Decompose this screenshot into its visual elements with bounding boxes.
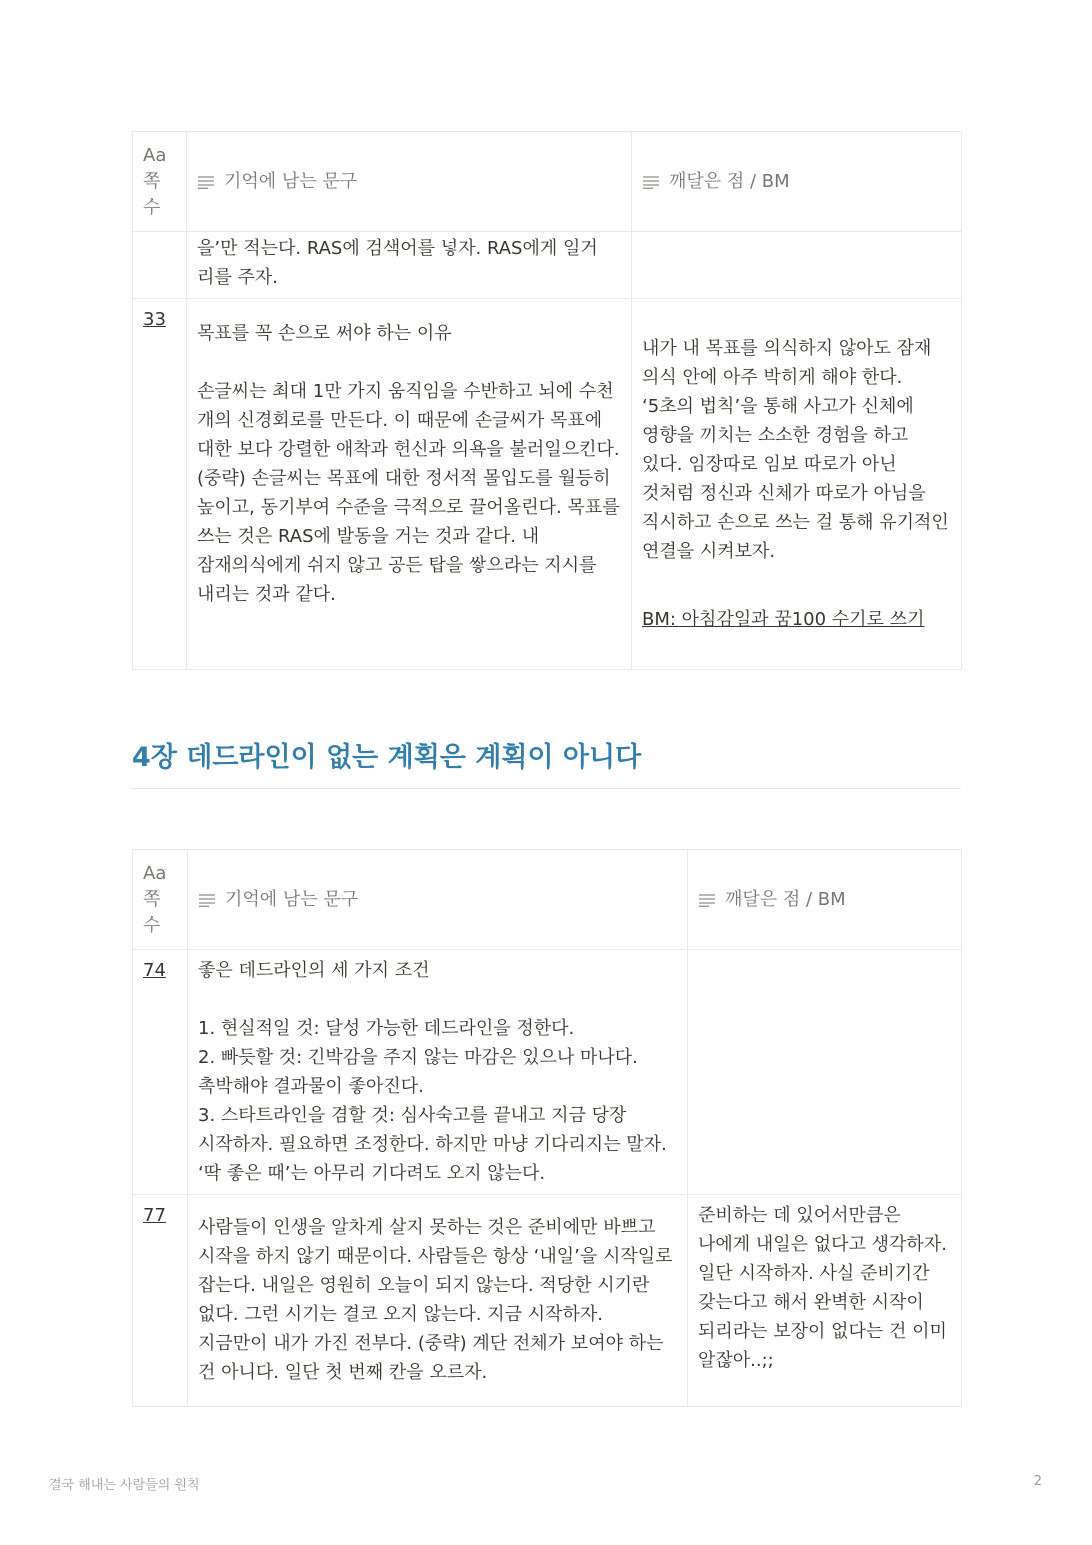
page-number-cell[interactable] [133, 299, 187, 670]
quote-cell[interactable]: 사람들이 인생을 알차게 살지 못하는 것은 준비에만 바쁘고 시작을 하지 않기 때문이다. 사람들은 항상 ‘내일’을 시작일로 잡는다. 내일은 영원히 오늘이 되지 않는다. 적당한 시기란 없다. 그런 시기는 결코 오지 않는다. 지금 시작하자. 지금만이 내가 가진 전부다. (중략) 계단 전체가 보여야 하는 건 아니다. 일단 첫 번째 칸을 오르자. [188, 1195, 688, 1407]
table-header-row [133, 850, 962, 950]
quote-column-label: 기억에 남는 문구 [225, 889, 359, 910]
page-number-link[interactable]: 33 [143, 309, 166, 330]
quote-cell[interactable]: 좋은 데드라인의 세 가지 조건 1. 현실적일 것: 달성 가능한 데드라인을 정한다. 2. 빠듯할 것: 긴박감을 주지 않는 마감은 있으나 마나다. 촉박해야 결과물이 좋아진다. 3. 스타트라인을 겸할 것: 심사숙고를 끝내고 지금 당장 시작하자. 필요하면 조정한다. 하지만 마냥 기다리지는 말자. ‘딱 좋은 때’는 아무리 기다려도 오지 않는다. [188, 950, 688, 1195]
page-number-link[interactable]: 74 [143, 960, 166, 981]
table-row [133, 232, 962, 299]
quote-cell[interactable]: 목표를 꼭 손으로 써야 하는 이유 손글씨는 최대 1만 가지 움직임을 수반하고 뇌에 수천 개의 신경회로를 만든다. 이 때문에 손글씨가 목표에 대한 보다 강렬한 애착과 헌신과 의욕을 불러일으킨다. (중략) 손글씨는 목표에 대한 정서적 몰입도를 월등히 높이고, 동기부여 수준을 극적으로 끌어올린다. 목표를 쓰는 것은 RAS에 발동을 거는 것과 같다. 내 잠재의식에게 쉬지 않고 공든 탑을 쌓으라는 지시를 내리는 것과 같다. [187, 299, 632, 670]
note-column-label: 깨달은 점 / BM [725, 889, 846, 910]
table-row [133, 950, 962, 1195]
page-number-link[interactable]: 77 [143, 1205, 166, 1226]
bm-action-text: BM: 아침감일과 꿈100 수기로 쓰기 [642, 609, 925, 630]
note-text: 내가 내 목표를 의식하지 않아도 잠재 의식 안에 아주 박히게 해야 한다. ‘5초의 법칙’을 통해 사고가 신체에 영향을 끼치는 소소한 경험을 하고 있다. 임장따로 임보 따로가 아닌 것처럼 정신과 신체가 따로가 아님을 직시하고 손으로 쓰는 걸 통해 유기적인 연결을 시켜보자. [642, 338, 949, 562]
note-cell[interactable]: 준비하는 데 있어서만큼은 나에게 내일은 없다고 생각하자. 일단 시작하자. 사실 준비기간 갖는다고 해서 완벽한 시작이 되리라는 보장이 없다는 건 이미 알잖아..;; [688, 1195, 962, 1407]
footer-page-number: 2 [1033, 1474, 1042, 1489]
table-header-row [133, 132, 962, 232]
page-number-cell[interactable] [133, 1195, 188, 1407]
note-column-header[interactable] [688, 850, 962, 950]
quote-cell[interactable]: 을’만 적는다. RAS에 검색어를 넣자. RAS에게 일거 리를 주자. [187, 232, 632, 299]
text-property-icon [642, 175, 660, 189]
quote-column-header[interactable] [188, 850, 688, 950]
text-property-icon [698, 893, 716, 907]
quote-column-header[interactable] [187, 132, 632, 232]
page-number-cell[interactable] [133, 950, 188, 1195]
text-property-icon [198, 893, 216, 907]
reading-notes-table-2 [132, 849, 962, 1407]
reading-notes-table-1 [132, 131, 962, 670]
page-number-cell[interactable] [133, 232, 187, 299]
footer-document-title: 결국 해내는 사람들의 원칙 [49, 1478, 200, 1493]
text-property-icon [197, 175, 215, 189]
page-column-header[interactable]: Aa 쪽 수 [133, 850, 188, 950]
note-column-header[interactable] [632, 132, 962, 232]
note-column-label: 깨달은 점 / BM [669, 171, 790, 192]
table-row [133, 299, 962, 670]
note-cell[interactable] [632, 299, 962, 670]
section-heading: 4장 데드라인이 없는 계획은 계획이 아니다 [132, 735, 961, 789]
table-row [133, 1195, 962, 1407]
quote-column-label: 기억에 남는 문구 [224, 171, 358, 192]
page-column-header[interactable]: Aa 쪽 수 [133, 132, 187, 232]
note-cell[interactable] [632, 232, 962, 299]
note-cell[interactable] [688, 950, 962, 1195]
